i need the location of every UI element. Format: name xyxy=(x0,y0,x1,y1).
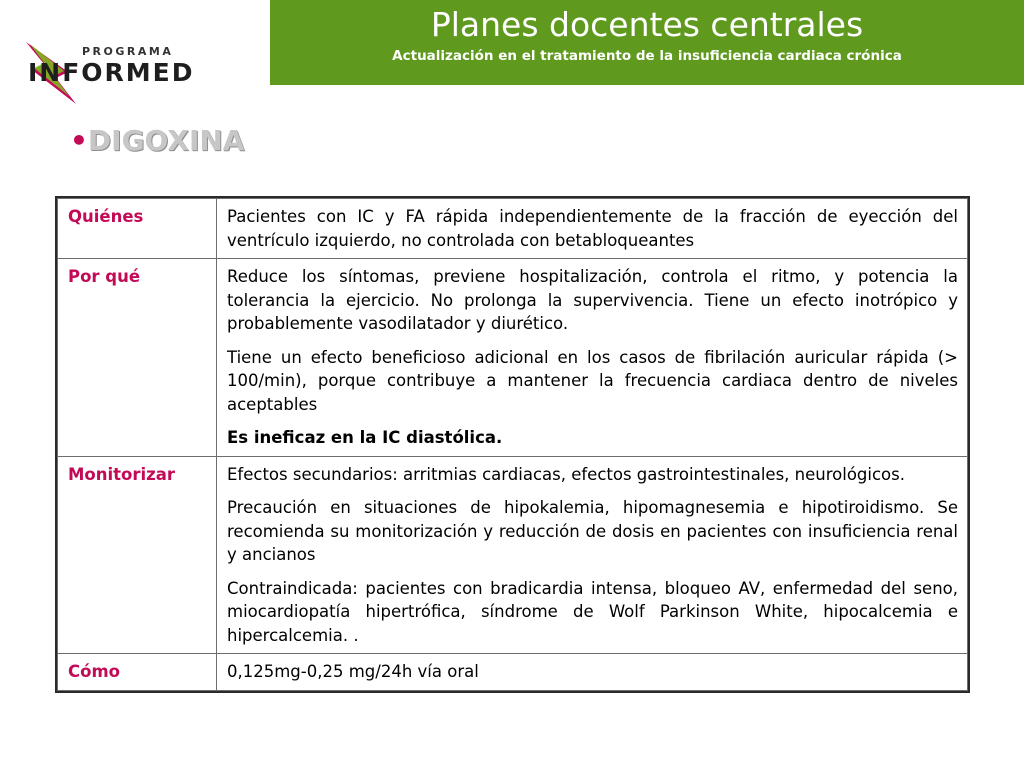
page-title-text: DIGOXINA xyxy=(87,124,245,157)
row-content-como xyxy=(217,654,968,691)
logo-informed-text: INFORMED xyxy=(28,58,195,87)
logo-programa-text: PROGRAMA xyxy=(82,45,174,58)
info-table xyxy=(55,196,970,693)
title-bullet: • xyxy=(70,124,88,157)
paragraph: Precaución en situaciones de hipokalemia, hipomagnesemia e hipotiroidismo. Se recomienda su monitorización y reducción de dosis en pacientes con insuficiencia renal y ancianos xyxy=(227,498,958,564)
info-table-grid xyxy=(57,198,968,691)
header-subtitle: Actualización en el tratamiento de la insuficiencia cardiaca crónica xyxy=(392,48,902,64)
table-row xyxy=(58,259,968,457)
paragraph: Tiene un efecto beneficioso adicional en los casos de fibrilación auricular rápida (> 100/min), porque contribuye a mantener la frecuencia cardiaca dentro de niveles aceptables xyxy=(227,347,958,414)
page-title xyxy=(70,124,244,157)
informed-logo xyxy=(14,28,214,108)
row-label-monitorizar: Monitorizar xyxy=(58,456,217,654)
paragraph: Contraindicada: pacientes con bradicardia intensa, bloqueo AV, enfermedad del seno, miocardiopatía hipertrófica, síndrome de Wolf Parkinson White, hipocalcemia e hipercalcemia. . xyxy=(227,578,958,645)
row-content-monitorizar xyxy=(217,456,968,654)
row-content-por-que xyxy=(217,259,968,457)
row-content-quienes xyxy=(217,199,968,259)
paragraph: Reduce los síntomas, previene hospitalización, controla el ritmo, y potencia la tolerancia la ejercicio. No prolonga la supervivencia. Tiene un efecto inotrópico y probablemente vasodilatador y diurético. xyxy=(227,267,958,333)
table-row xyxy=(58,456,968,654)
paragraph-bold: Es ineficaz en la IC diastólica. xyxy=(227,428,503,447)
row-label-como: Cómo xyxy=(58,654,217,691)
row-label-por-que: Por qué xyxy=(58,259,217,457)
row-label-quienes: Quiénes xyxy=(58,199,217,259)
header-title: Planes docentes centrales xyxy=(430,5,864,44)
paragraph: Efectos secundarios: arritmias cardiacas, efectos gastrointestinales, neurológicos. xyxy=(227,464,905,484)
paragraph: Pacientes con IC y FA rápida independientemente de la fracción de eyección del ventrículo izquierdo, no controlada con betabloqueantes xyxy=(227,207,958,250)
paragraph: 0,125mg-0,25 mg/24h vía oral xyxy=(227,662,479,681)
table-row xyxy=(58,654,968,691)
table-row xyxy=(58,199,968,259)
header-banner xyxy=(270,0,1024,85)
